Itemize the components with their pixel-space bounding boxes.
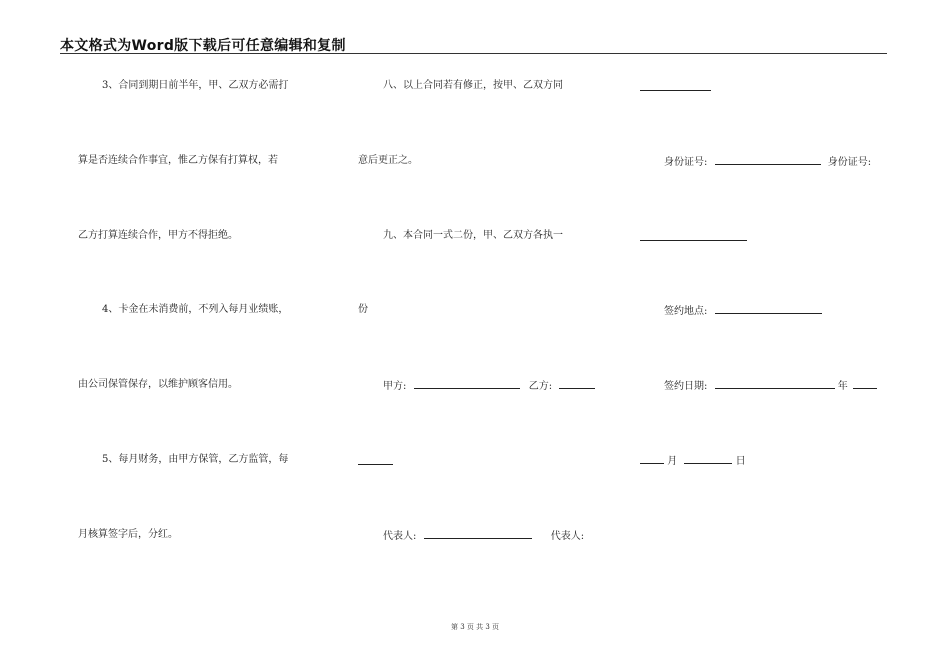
representative-a-label: 代表人: [383,531,417,542]
id-number-label-a: 身份证号: [664,157,708,168]
month-day-row [640,454,746,468]
id-number-row [664,155,871,169]
sign-place-label: 签约地点: [664,306,708,317]
month-label: 月 [667,456,678,467]
clause-4-line-1: 4、卡金在未消费前，不列入每月业绩账， [102,304,289,315]
header-divider [60,53,887,54]
sign-date-blank [715,379,835,389]
party-b-label: 乙方: [528,381,553,392]
year-label: 年 [837,381,848,392]
party-a-label: 甲方: [383,381,407,392]
id-number-b-blank [640,240,747,241]
sign-date-row [664,379,877,393]
page-number-footer: 第 3 页 共 3 页 [450,623,500,631]
month-blank [640,454,664,464]
representative-b-label: 代表人: [550,531,585,542]
clause-3-line-3: 乙方打算连续合作，甲方不得拒绝。 [78,230,238,241]
page-header-title: 本文格式为Word版下载后可任意编辑和复制 [60,38,346,54]
party-a-blank [414,379,520,389]
clause-9-line-2: 份 [358,304,368,315]
day-label: 日 [735,456,746,467]
party-b-blank-continued [358,464,393,465]
clause-4-line-2: 由公司保管保存，以维护顾客信用。 [78,379,238,390]
clause-8-line-1: 八、以上合同若有修正，按甲、乙双方同 [383,80,563,91]
representative-a-blank [424,529,532,539]
clause-5-line-1: 5、每月财务，由甲方保管，乙方监管，每 [102,454,289,465]
sign-date-label: 签约日期: [664,381,708,392]
clause-3-line-2: 算是否连续合作事宜，惟乙方保有打算权，若 [78,155,278,166]
representative-row [383,529,584,543]
day-blank [684,454,732,464]
party-a-signature-row [383,379,595,393]
id-number-a-blank [715,155,821,165]
representative-b-blank [640,90,711,91]
clause-8-line-2: 意后更正之。 [358,155,418,166]
sign-place-row [664,304,822,318]
clause-9-line-1: 九、本合同一式二份，甲、乙双方各执一 [383,230,563,241]
year-blank [853,379,877,389]
clause-5-line-2: 月核算签字后，分红。 [78,529,178,540]
sign-place-blank [715,304,822,314]
party-b-blank [559,379,595,389]
id-number-label-b: 身份证号: [827,157,872,168]
clause-3-line-1: 3、合同到期日前半年，甲、乙双方必需打 [102,80,289,91]
